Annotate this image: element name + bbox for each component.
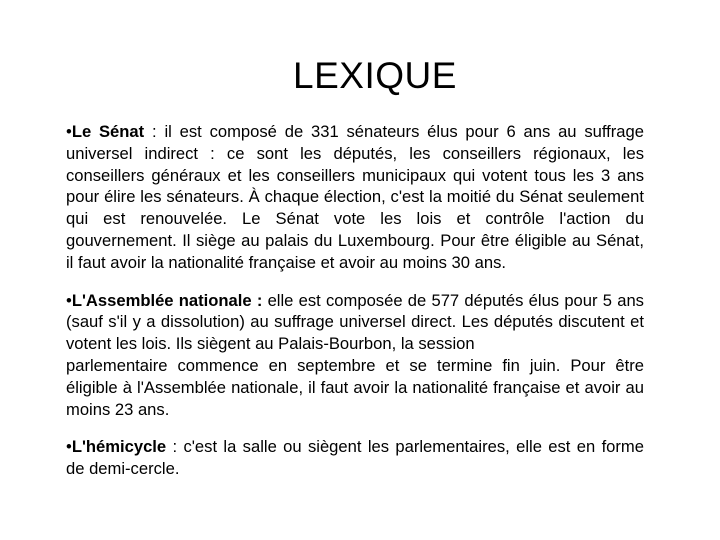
lexicon-entry-assemblee (66, 290, 644, 421)
separator: : (166, 437, 184, 457)
page-title: LEXIQUE (293, 55, 457, 96)
bullet: • (66, 437, 72, 457)
definition-senat: il est composé de 331 sénateurs élus pour 6 ans au suffrage universel indirect : ce sont les députés, les conseillers régionaux, les conseillers généraux et les conseillers municipaux qui votent tous les 3 ans pour élire les sénateurs. À chaque élection, c'est la moitié du Sénat seulement qui est renouvelée. Le Sénat vote les lois et contrôle l'action du gouvernement. Il siège au palais du Luxembourg. Pour être éligible au Sénat, il faut avoir la nationalité française et avoir au moins 30 ans. (66, 122, 644, 272)
separator: : (144, 122, 165, 141)
definition-hemicycle: c'est la salle ou siègent les parlementaires, elle est en forme de demi-cercle. (66, 437, 644, 479)
bullet: • (66, 122, 72, 141)
lexicon-body (66, 121, 644, 496)
bullet: • (66, 290, 72, 310)
term-senat: Le Sénat (71, 122, 145, 141)
term-hemicycle: L'hémicycle (71, 437, 167, 457)
lexicon-entry-senat (66, 121, 644, 274)
definition-assemblee-part2: parlementaire commence en septembre et se termine fin juin. Pour être éligible à l'Assemblée nationale, il faut avoir la nationalité française et avoir au moins 23 ans. (66, 355, 644, 419)
lexicon-entry-hemicycle (66, 436, 644, 480)
definition-assemblee-part1: elle est composée de 577 députés élus pour 5 ans (sauf s'il y a dissolution) au suffrage universel direct. Les députés discutent et votent les lois. Ils siègent au Palais-Bourbon, la session (66, 290, 644, 354)
term-assemblee: L'Assemblée nationale : (71, 290, 263, 310)
